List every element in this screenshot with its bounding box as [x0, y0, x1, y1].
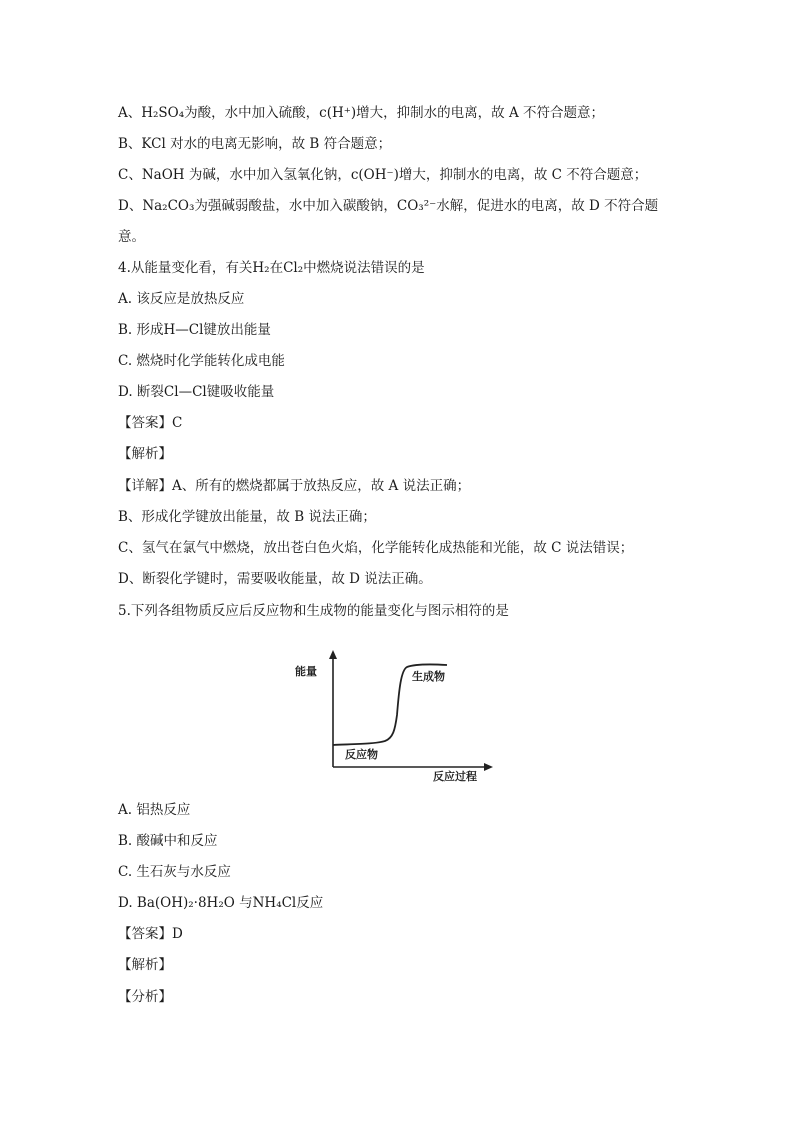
x-axis-arrow-icon	[484, 763, 493, 771]
question-5-stem: 5.下列各组物质反应后反应物和生成物的能量变化与图示相符的是	[118, 603, 509, 619]
option-b: B. 酸碱中和反应	[118, 833, 218, 849]
question-4-stem: 4.从能量变化看，有关H₂在Cl₂中燃烧说法错误的是	[118, 260, 425, 276]
analysis-label: 【解析】	[118, 957, 172, 973]
answer-label: 【答案】C	[118, 415, 183, 431]
text-line: A、H₂SO₄为酸，水中加入硫酸，c(H⁺)增大，抑制水的电离，故 A 不符合题意；	[118, 105, 604, 121]
option-d: D. Ba(OH)₂·8H₂O 与NH₄Cl反应	[118, 895, 324, 911]
product-label: 生成物	[412, 670, 445, 683]
analysis-label: 【解析】	[118, 446, 172, 462]
option-c: C. 生石灰与水反应	[118, 864, 231, 880]
option-c: C. 燃烧时化学能转化成电能	[118, 353, 285, 369]
option-d: D. 断裂Cl—Cl键吸收能量	[118, 384, 275, 400]
energy-diagram-svg	[285, 645, 500, 785]
detail-line: B、形成化学键放出能量，故 B 说法正确；	[118, 509, 376, 525]
detail-line: D、断裂化学键时，需要吸收能量，故 D 说法正确。	[118, 571, 432, 587]
answer-label: 【答案】D	[118, 926, 183, 942]
detail-line: 【详解】A、所有的燃烧都属于放热反应，故 A 说法正确；	[118, 478, 471, 494]
option-b: B. 形成H—Cl键放出能量	[118, 322, 271, 338]
text-line: B、KCl 对水的电离无影响，故 B 符合题意；	[118, 136, 392, 152]
text-line: D、Na₂CO₃为强碱弱酸盐，水中加入碳酸钠，CO₃²⁻水解，促进水的电离，故 D 不符合题	[118, 198, 659, 214]
text-line: 意。	[118, 229, 145, 245]
analysis-sub-label: 【分析】	[118, 989, 172, 1005]
option-a: A. 铝热反应	[118, 802, 191, 818]
detail-line: C、氢气在氯气中燃烧，放出苍白色火焰，化学能转化成热能和光能，故 C 说法错误；	[118, 540, 634, 556]
reactant-label: 反应物	[345, 748, 378, 761]
text-line: C、NaOH 为碱，水中加入氢氧化钠，c(OH⁻)增大，抑制水的电离，故 C 不符合题意；	[118, 167, 648, 183]
energy-diagram	[285, 645, 500, 785]
x-axis-label: 反应过程	[433, 770, 477, 783]
y-axis-arrow-icon	[329, 650, 337, 659]
y-axis-label: 能量	[295, 665, 317, 678]
option-a: A. 该反应是放热反应	[118, 291, 245, 307]
